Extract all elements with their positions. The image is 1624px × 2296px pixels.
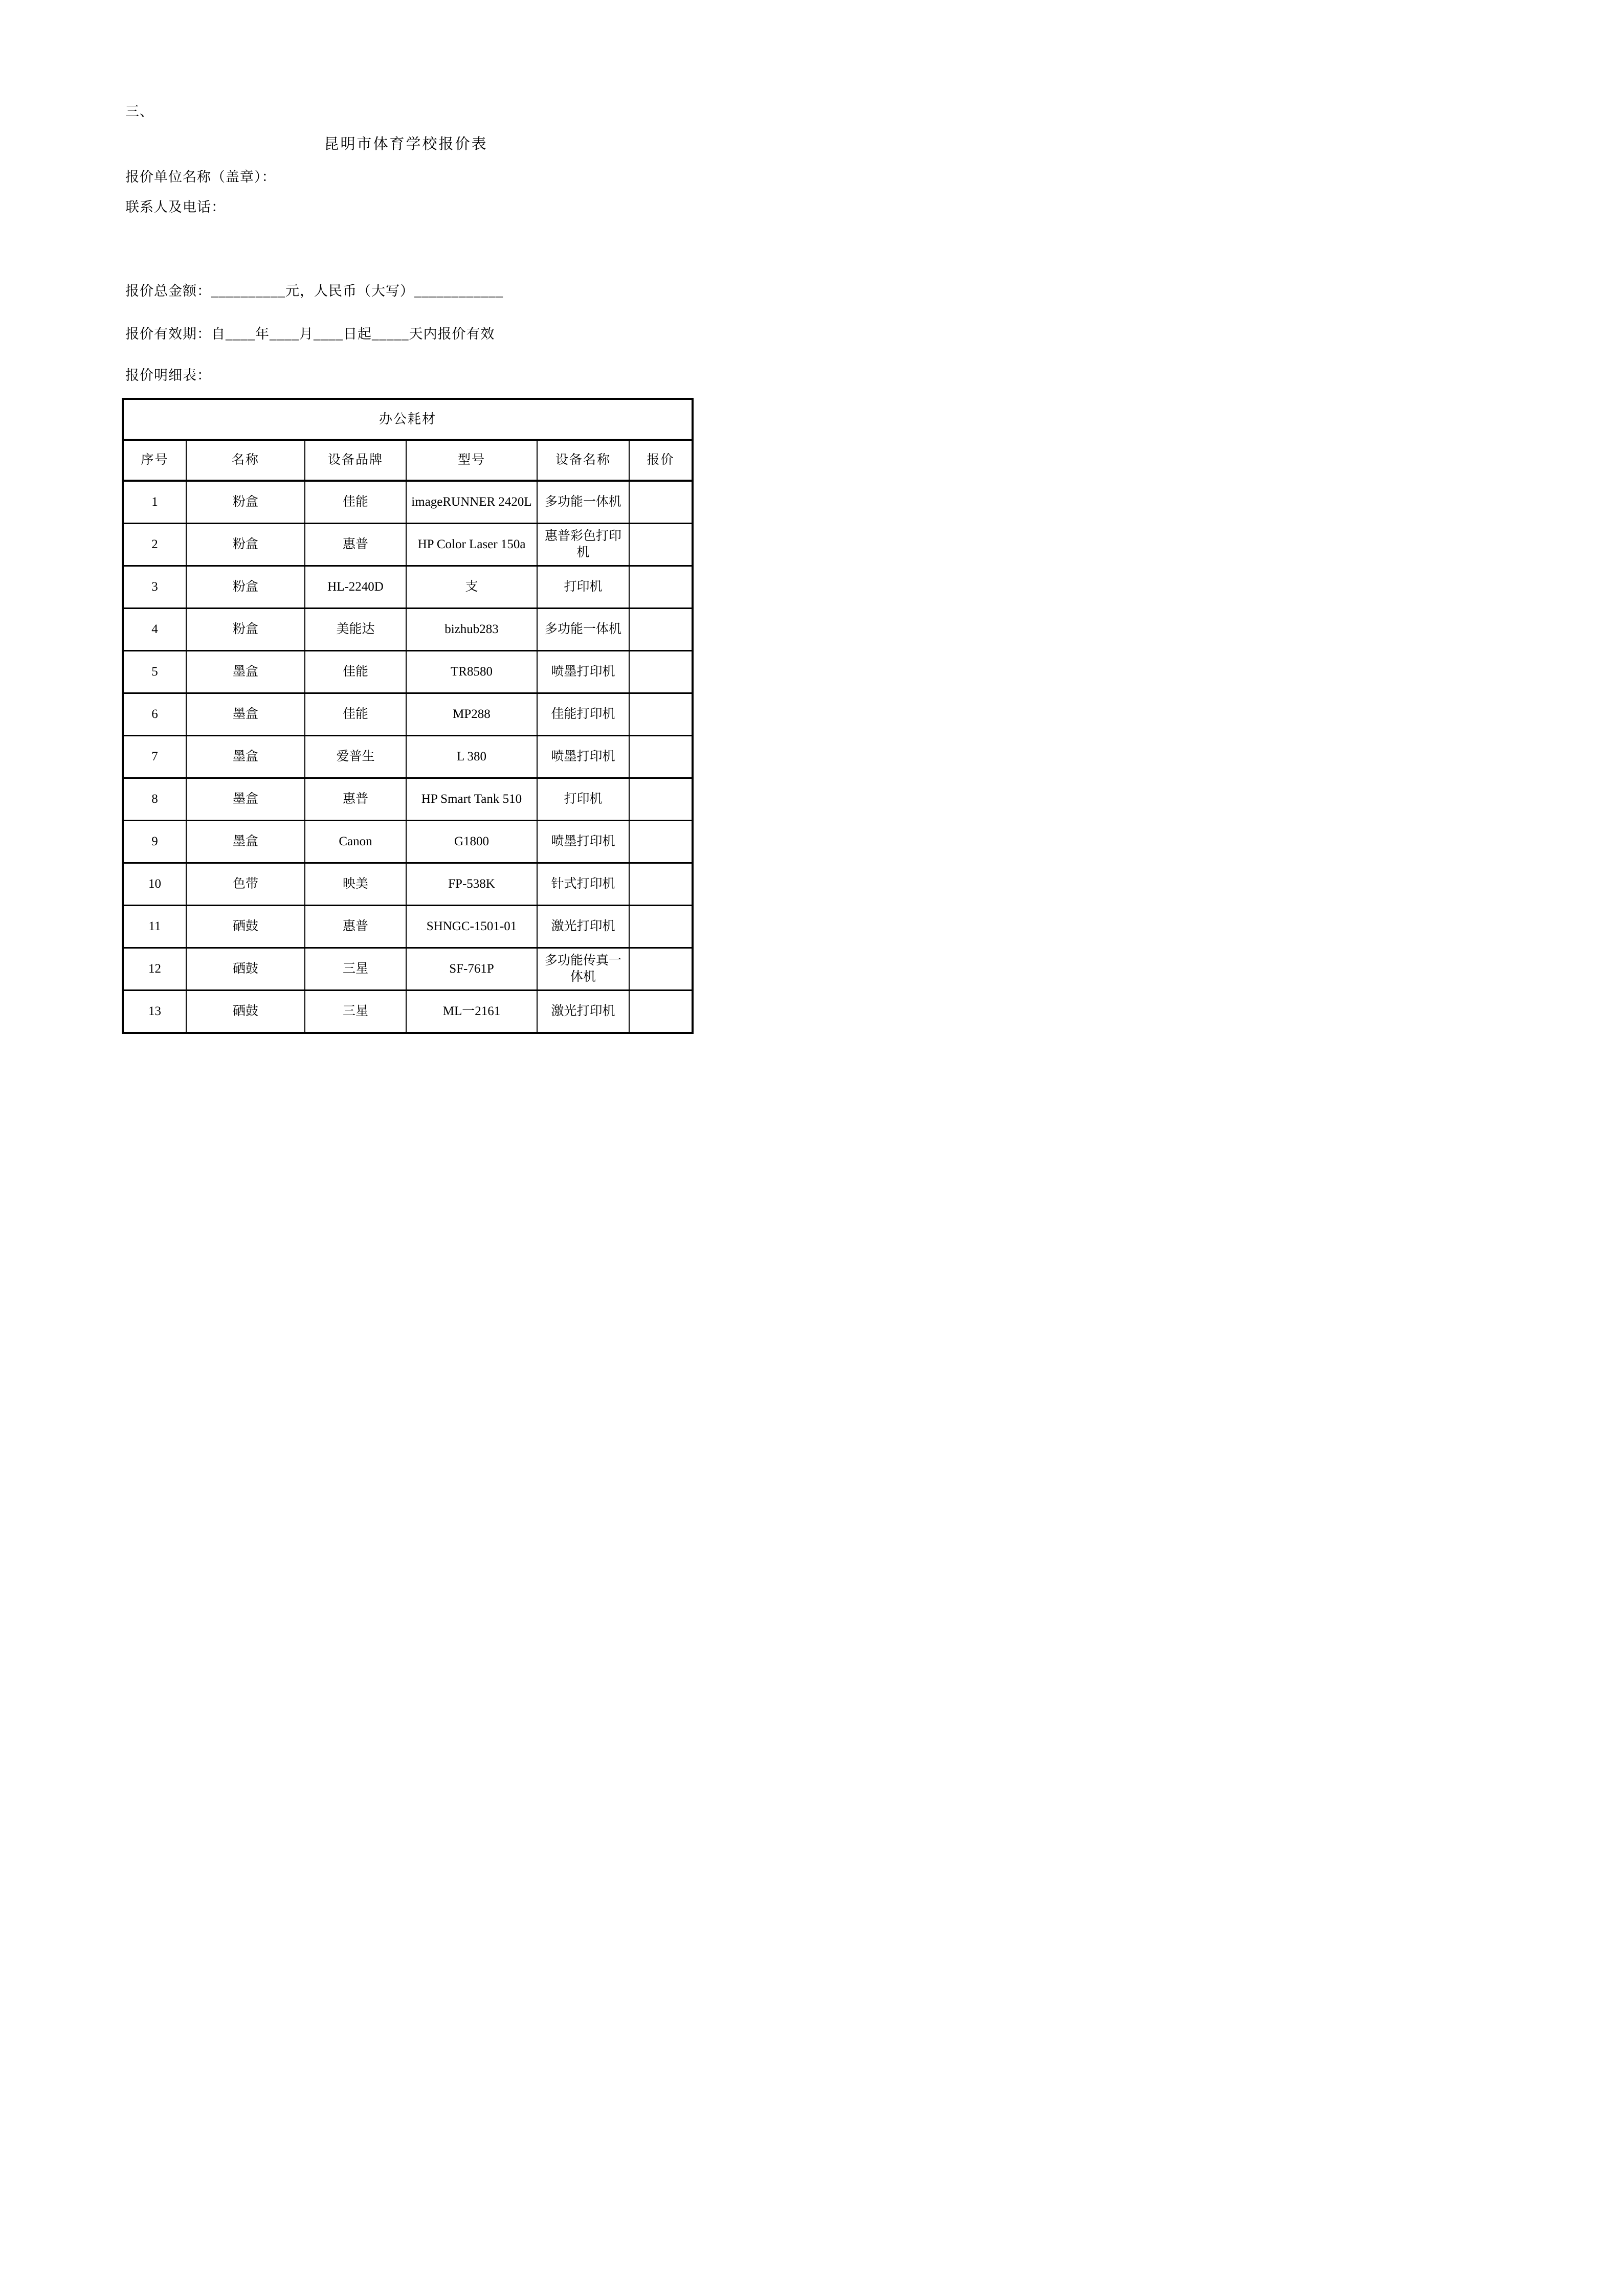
table-row <box>123 609 693 651</box>
table-cell: 三星 <box>305 991 406 1033</box>
total-amount-blank: __________ <box>211 283 285 299</box>
table-row <box>123 821 693 863</box>
table-cell: 墨盒 <box>186 693 305 736</box>
table-cell: 1 <box>123 481 186 524</box>
table-cell: G1800 <box>406 821 537 863</box>
table-cell: 5 <box>123 651 186 693</box>
table-cell: 硒鼓 <box>186 948 305 991</box>
table-cell: 支 <box>406 566 537 609</box>
quotation-table <box>122 398 694 1034</box>
column-header-name: 名称 <box>186 440 305 481</box>
table-cell: 10 <box>123 863 186 906</box>
total-amount-currency-label: 元，人民币（大写） <box>285 283 414 299</box>
table-cell: 佳能 <box>305 651 406 693</box>
table-cell <box>629 609 693 651</box>
table-cell: 佳能 <box>305 481 406 524</box>
table-cell: 喷墨打印机 <box>537 736 629 778</box>
table-cell: 9 <box>123 821 186 863</box>
table-cell: 7 <box>123 736 186 778</box>
table-title-row <box>123 399 693 440</box>
table-cell: 粉盒 <box>186 609 305 651</box>
table-cell <box>629 736 693 778</box>
amount-in-words-blank: ____________ <box>414 283 503 299</box>
table-cell <box>629 863 693 906</box>
table-cell: 粉盒 <box>186 481 305 524</box>
table-cell: 墨盒 <box>186 651 305 693</box>
table-cell: 3 <box>123 566 186 609</box>
table-cell: 硒鼓 <box>186 991 305 1033</box>
table-cell: 墨盒 <box>186 778 305 821</box>
table-cell: 2 <box>123 524 186 566</box>
table-cell: 惠普 <box>305 778 406 821</box>
table-cell <box>629 991 693 1033</box>
table-cell: 12 <box>123 948 186 991</box>
table-head <box>123 399 693 481</box>
table-cell: 佳能 <box>305 693 406 736</box>
field-company-name: 报价单位名称（盖章）： <box>125 169 276 185</box>
table-cell: HL-2240D <box>305 566 406 609</box>
table-cell: HP Smart Tank 510 <box>406 778 537 821</box>
table-cell: MP288 <box>406 693 537 736</box>
table-cell: HP Color Laser 150a <box>406 524 537 566</box>
table-cell: 针式打印机 <box>537 863 629 906</box>
table-row <box>123 906 693 948</box>
table-row <box>123 481 693 524</box>
table-cell <box>629 906 693 948</box>
table-cell: 惠普 <box>305 906 406 948</box>
page-title: 昆明市体育学校报价表 <box>324 136 488 152</box>
table-cell <box>629 948 693 991</box>
total-amount-label: 报价总金额： <box>125 283 211 299</box>
table-cell <box>629 778 693 821</box>
table-cell: 4 <box>123 609 186 651</box>
table-row <box>123 991 693 1033</box>
table-row <box>123 736 693 778</box>
table-cell: 11 <box>123 906 186 948</box>
table-cell: 美能达 <box>305 609 406 651</box>
table-cell: 激光打印机 <box>537 991 629 1033</box>
table-cell: SF-761P <box>406 948 537 991</box>
table-cell: imageRUNNER 2420L <box>406 481 537 524</box>
table-cell: 墨盒 <box>186 821 305 863</box>
table-cell <box>629 821 693 863</box>
table-cell: 8 <box>123 778 186 821</box>
table-cell: TR8580 <box>406 651 537 693</box>
table-cell: 粉盒 <box>186 566 305 609</box>
column-header-model: 型号 <box>406 440 537 481</box>
table-cell <box>629 651 693 693</box>
column-header-device-name: 设备名称 <box>537 440 629 481</box>
table-cell: bizhub283 <box>406 609 537 651</box>
table-row <box>123 524 693 566</box>
table-cell: 三星 <box>305 948 406 991</box>
table-cell <box>629 566 693 609</box>
table-cell: 映美 <box>305 863 406 906</box>
table-title-cell: 办公耗材 <box>123 399 693 440</box>
table-cell: 硒鼓 <box>186 906 305 948</box>
table-cell <box>629 481 693 524</box>
table-cell: Canon <box>305 821 406 863</box>
table-row <box>123 693 693 736</box>
table-cell: FP-538K <box>406 863 537 906</box>
table-cell: 多功能一体机 <box>537 481 629 524</box>
field-validity-period: 报价有效期：自____年____月____日起_____天内报价有效 <box>125 326 495 342</box>
table-body <box>123 481 693 1033</box>
table-cell: 惠普彩色打印机 <box>537 524 629 566</box>
field-detail-table-label: 报价明细表： <box>125 368 211 383</box>
table-cell: 多功能一体机 <box>537 609 629 651</box>
table-cell: L 380 <box>406 736 537 778</box>
table-cell: SHNGC-1501-01 <box>406 906 537 948</box>
column-header-brand: 设备品牌 <box>305 440 406 481</box>
table-cell: 惠普 <box>305 524 406 566</box>
table-row <box>123 651 693 693</box>
table-cell: 打印机 <box>537 778 629 821</box>
table-cell: 佳能打印机 <box>537 693 629 736</box>
table-cell: 爱普生 <box>305 736 406 778</box>
table-cell <box>629 693 693 736</box>
table-cell: 墨盒 <box>186 736 305 778</box>
table-row <box>123 566 693 609</box>
table-row <box>123 948 693 991</box>
table-cell: 6 <box>123 693 186 736</box>
table-cell: 粉盒 <box>186 524 305 566</box>
section-marker: 三、 <box>125 104 154 119</box>
table-cell: 激光打印机 <box>537 906 629 948</box>
table-columns-row <box>123 440 693 481</box>
table-cell: 13 <box>123 991 186 1033</box>
table-cell: 多功能传真一体机 <box>537 948 629 991</box>
field-total-amount <box>125 283 503 299</box>
table-cell <box>629 524 693 566</box>
column-header-no: 序号 <box>123 440 186 481</box>
document-page <box>0 0 812 1148</box>
table-cell: 色带 <box>186 863 305 906</box>
table-row <box>123 778 693 821</box>
field-contact-phone: 联系人及电话： <box>125 199 226 215</box>
table-cell: 打印机 <box>537 566 629 609</box>
table-row <box>123 863 693 906</box>
table-cell: ML一2161 <box>406 991 537 1033</box>
table-cell: 喷墨打印机 <box>537 821 629 863</box>
column-header-price: 报价 <box>629 440 693 481</box>
table-cell: 喷墨打印机 <box>537 651 629 693</box>
